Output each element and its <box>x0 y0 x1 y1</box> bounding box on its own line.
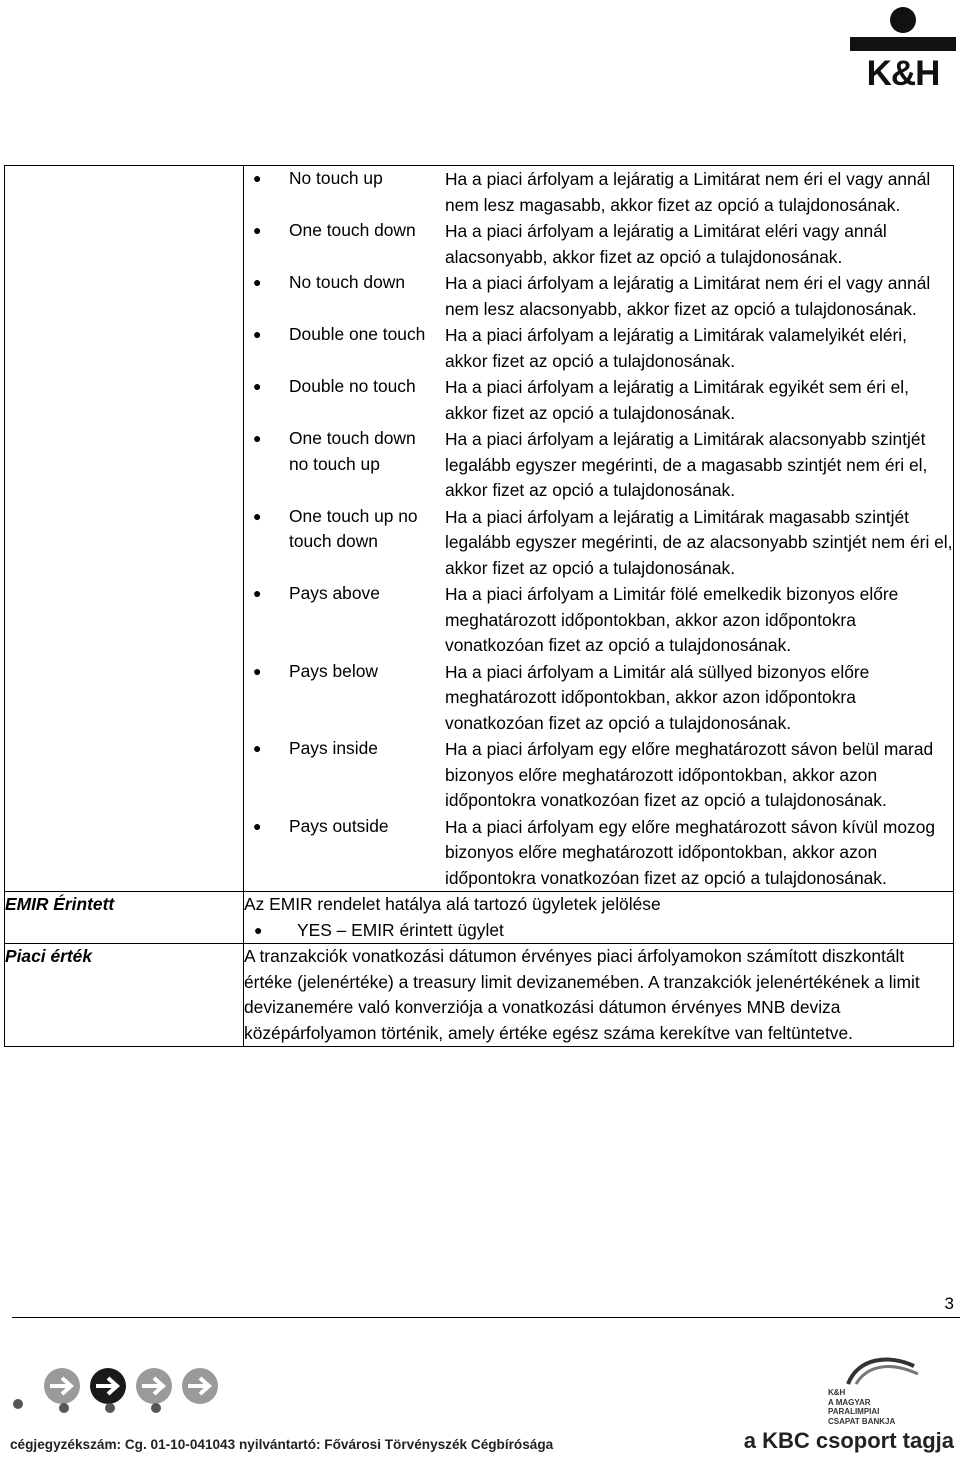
option-description: Ha a piaci árfolyam a lejáratig a Limitárak egyikét sem éri el, akkor fizet az opció a tulajdonosának. <box>445 377 909 423</box>
option-name: One touch up no touch down <box>289 505 418 551</box>
kh-logo <box>848 4 958 93</box>
option-item <box>244 504 953 582</box>
option-name: No touch down <box>289 272 406 292</box>
kh-logo-mark <box>848 4 958 56</box>
bullet-icon: ● <box>253 274 262 290</box>
bullet-icon: ● <box>253 326 262 342</box>
badge-line: K&H <box>828 1388 846 1397</box>
bullet-icon: ● <box>253 662 262 679</box>
logo-text: K&H <box>866 54 940 93</box>
footer-divider <box>12 1317 960 1318</box>
page-number: 3 <box>944 1294 954 1313</box>
option-item <box>244 814 953 892</box>
option-name: Pays below <box>289 660 378 681</box>
option-item <box>244 166 953 218</box>
bullet-icon: ● <box>253 378 262 394</box>
option-item <box>244 736 953 814</box>
option-name: One touch down <box>289 220 416 240</box>
paralympic-swirl-icon <box>818 1352 928 1388</box>
arrow-icons <box>12 1364 222 1414</box>
options-label-cell <box>5 166 244 892</box>
bullet-icon: ● <box>253 740 262 756</box>
option-description: Ha a piaci árfolyam a lejáratig a Limitárak alacsonyabb szintjét legalább egyszer megérinti, de a magasabb szintjét nem éri el, akkor fizet az opció a tulajdonosának. <box>445 429 928 500</box>
piaci-label: Piaci érték <box>5 944 244 1047</box>
option-description: Ha a piaci árfolyam a Limitár fölé emelkedik bizonyos előre meghatározott időpontokban, akkor azon időpontokra vonatkozóan fizet az opció a tulajdonosának. <box>445 584 899 655</box>
badge-line: CSAPAT BANKJA <box>828 1416 896 1426</box>
option-description: Ha a piaci árfolyam a lejáratig a Limitárat nem éri el vagy annál nem lesz alacsonyabb, akkor fizet az opció a tulajdonosának. <box>445 273 931 319</box>
bullet-icon: ● <box>253 170 262 186</box>
emir-text: Az EMIR rendelet hatálya alá tartozó ügyletek jelölése <box>244 894 661 914</box>
option-item <box>244 322 953 374</box>
option-description: Ha a piaci árfolyam a lejáratig a Limitárat nem éri el vagy annál nem lesz magasabb, akkor fizet az opció a tulajdonosának. <box>445 169 931 215</box>
emir-row <box>5 892 954 944</box>
bullet-icon: ● <box>253 585 262 601</box>
option-name: Pays inside <box>289 738 378 758</box>
option-name: Double one touch <box>289 324 426 344</box>
arrow-icon <box>90 1368 126 1404</box>
badge-text <box>828 1388 895 1426</box>
badge-line: A MAGYAR <box>828 1397 871 1407</box>
option-name: Pays above <box>289 583 380 603</box>
bullet-icon: ● <box>253 222 262 238</box>
kbc-tagline: a KBC csoport tagja <box>743 1428 954 1453</box>
option-item <box>244 659 953 737</box>
option-name: Double no touch <box>289 376 416 396</box>
option-item <box>244 581 953 659</box>
option-description: Ha a piaci árfolyam a Limitár alá süllyed bizonyos előre meghatározott időpontokban, akkor azon időpontokra vonatkozóan fizet az opció a tulajdonosának. <box>445 661 870 733</box>
small-arrow-icon <box>13 1399 161 1413</box>
option-name: Pays outside <box>289 815 389 836</box>
option-description: Ha a piaci árfolyam a lejáratig a Limitárat eléri vagy annál alacsonyabb, akkor fizet az opció a tulajdonosának. <box>445 221 887 267</box>
emir-yes-item <box>244 918 953 944</box>
bullet-icon: ● <box>253 507 262 524</box>
arrow-icon <box>136 1368 172 1404</box>
registration-text: cégjegyzékszám: Cg. 01-10-041043 nyilvántartó: Fővárosi Törvényszék Cégbírósága <box>10 1437 554 1452</box>
paralympic-badge <box>818 1352 928 1426</box>
bullet-icon: ● <box>253 817 262 834</box>
emir-yes-text: YES – EMIR érintett ügylet <box>297 919 504 940</box>
option-item <box>244 218 953 270</box>
option-item <box>244 426 953 504</box>
badge-line: PARALIMPIAI <box>828 1407 880 1416</box>
bullet-icon: ● <box>254 921 263 938</box>
definitions-table <box>4 165 954 1047</box>
option-name: One touch down no touch up <box>289 428 416 474</box>
options-row <box>5 166 954 892</box>
options-cell <box>244 166 954 892</box>
option-item <box>244 270 953 322</box>
piaci-text: A tranzakciók vonatkozási dátumon érvényes piaci árfolyamokon számított diszkontált értéke (jelenértéke) a treasury limit devizanemében. A tranzakciók jelenértékének a limit devizanemére való konverziója a vonatkozási dátumon érvényes MNB deviza középárfolyamon történik, amely értéke egész száma kerekítve van feltüntetve. <box>244 944 954 1047</box>
arrow-icon <box>182 1368 218 1404</box>
option-description: Ha a piaci árfolyam a lejáratig a Limitárak valamelyikét eléri, akkor fizet az opció a tulajdonosának. <box>445 325 908 371</box>
emir-label: EMIR Érintett <box>5 892 244 944</box>
arrow-icon <box>44 1368 80 1404</box>
option-item <box>244 374 953 426</box>
option-description: Ha a piaci árfolyam a lejáratig a Limitárak magasabb szintjét legalább egyszer megérinti, de az alacsonyabb szintjét nem éri el, akkor fizet az opció a tulajdonosának. <box>445 506 953 578</box>
emir-content <box>244 892 954 944</box>
option-description: Ha a piaci árfolyam egy előre meghatározott sávon kívül mozog bizonyos előre meghatározott időpontokban, akkor azon időpontokra vonatkozóan fizet az opció a tulajdonosának. <box>445 816 936 888</box>
piaci-row <box>5 944 954 1047</box>
bullet-icon: ● <box>253 430 262 446</box>
option-name: No touch up <box>289 168 383 188</box>
option-description: Ha a piaci árfolyam egy előre meghatározott sávon belül marad bizonyos előre meghatározott időpontokban, akkor azon időpontokra vonatkozóan fizet az opció a tulajdonosának. <box>445 739 934 810</box>
